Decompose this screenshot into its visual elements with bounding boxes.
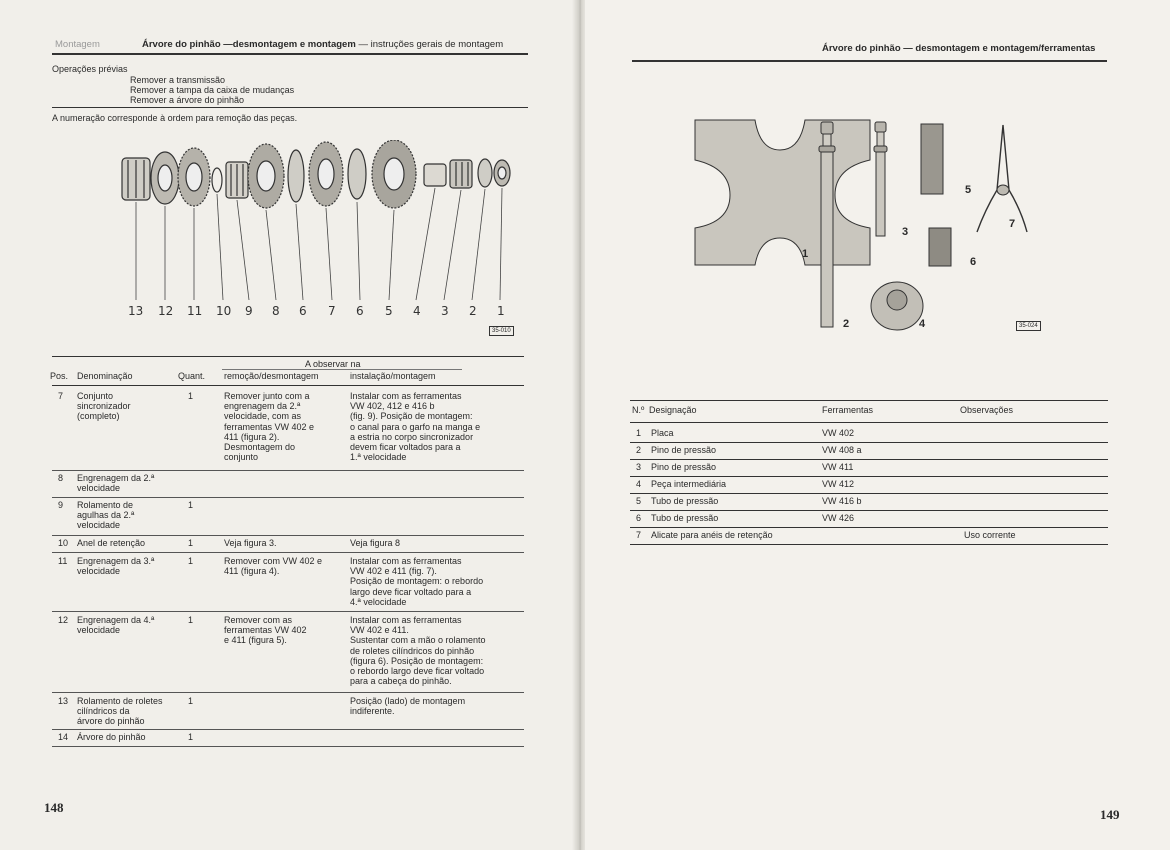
row-install-line: para a cabeça do pinhão. <box>350 676 452 687</box>
row-divider <box>52 497 524 498</box>
tool-label: 6 <box>970 256 977 268</box>
row-pos: 14 <box>58 732 69 742</box>
row-install <box>350 615 486 686</box>
row-pos: 7 <box>58 391 64 401</box>
row-divider <box>52 552 524 553</box>
row-removal <box>224 615 307 646</box>
row-name-line: Rolamento de <box>77 500 134 510</box>
tools-col-no: N.º <box>632 405 645 415</box>
tools-row-designation: Tubo de pressão <box>651 496 719 506</box>
right-header: Árvore do pinhão — desmontagem e montagem/ferramentas <box>822 43 1096 54</box>
tools-row-designation: Pino de pressão <box>651 445 717 455</box>
prev-op-item: Remover a tampa da caixa de mudanças <box>130 85 295 95</box>
row-removal <box>224 556 322 576</box>
numbering-note: A numeração corresponde à ordem para remoção das peças. <box>52 113 298 123</box>
tools-row-no: 1 <box>636 428 642 438</box>
row-pos: 9 <box>58 500 64 510</box>
row-removal-line: Remover com VW 402 e <box>224 556 323 566</box>
row-install-line: VW 402 e 411. <box>350 625 409 636</box>
row-qty: 1 <box>188 391 194 401</box>
row-install-line: 1.ª velocidade <box>350 452 407 463</box>
tools-row-tool: VW 411 <box>822 462 854 472</box>
row-name <box>77 473 154 493</box>
figure-label: 4 <box>413 304 421 318</box>
row-install-line: (figura 6). Posição de montagem: <box>350 655 484 666</box>
row-name-line: Engrenagem da 2.ª <box>77 473 155 483</box>
row-removal-line: conjunto <box>224 452 259 463</box>
row-divider <box>52 535 524 536</box>
row-install-line: a estria no corpo sincronizador <box>350 431 474 442</box>
tool-5-press-tube <box>921 124 943 194</box>
tools-row-divider <box>630 544 1108 545</box>
row-divider <box>52 729 524 730</box>
row-install-line: Instalar com as ferramentas <box>350 391 462 401</box>
figure-label: 2 <box>469 304 477 318</box>
row-install <box>350 696 465 716</box>
row-install-line: de roletes cilíndricos do pinhão <box>350 645 475 656</box>
tools-row-designation: Tubo de pressão <box>651 513 719 523</box>
tool-6-press-tube <box>929 228 951 266</box>
tool-7-pliers <box>977 125 1027 232</box>
tools-row-divider <box>630 527 1108 528</box>
figure-label: 6 <box>356 304 364 318</box>
row-name-line: cilíndricos da <box>77 706 130 717</box>
row-install <box>350 556 483 607</box>
tools-figure <box>685 110 1065 340</box>
header-rule <box>52 53 528 55</box>
figure-label: 13 <box>128 304 144 318</box>
row-removal-line: Remover com as <box>224 615 293 625</box>
row-removal-line: ferramentas VW 402 <box>224 625 307 636</box>
figure-label: 9 <box>245 304 253 318</box>
col-header-name: Denominação <box>77 371 133 381</box>
figure-label: 12 <box>158 304 174 318</box>
figure-label: 3 <box>441 304 449 318</box>
row-install-line: devem ficar voltados para a <box>350 442 461 453</box>
tools-header-rule <box>630 422 1108 423</box>
row-install-line: indiferente. <box>350 706 395 717</box>
row-name-line: Engrenagem da 3.ª <box>77 556 155 566</box>
row-install-line: o canal para o garfo na manga e <box>350 421 481 432</box>
row-install-line: 4.ª velocidade <box>350 596 407 607</box>
tool-label: 5 <box>965 184 972 196</box>
tools-row-no: 7 <box>636 530 642 540</box>
page-number-left: 148 <box>44 800 64 815</box>
row-removal-line: 411 (figura 2). <box>224 431 280 442</box>
tools-row-divider <box>630 442 1108 443</box>
tools-row-no: 2 <box>636 445 642 455</box>
left-header-light: — instruções gerais de montagem <box>358 39 504 50</box>
table-group-header: A observar na <box>305 359 361 369</box>
figure-label: 5 <box>385 304 393 318</box>
row-install-line: Sustentar com a mão o rolamento <box>350 635 486 646</box>
tools-row-tool: VW 408 a <box>822 445 862 455</box>
tools-row-designation: Placa <box>651 428 674 438</box>
tools-row-no: 5 <box>636 496 642 506</box>
tools-row-tool: VW 402 <box>822 428 855 438</box>
tools-table-top-rule <box>630 400 1108 401</box>
row-name-line: Engrenagem da 4.ª <box>77 615 155 625</box>
row-install-line: Posição de montagem: o rebordo <box>350 576 484 587</box>
col-header-removal: remoção/desmontagem <box>224 371 319 381</box>
table-header-rule <box>52 385 524 386</box>
figure-label: 11 <box>187 304 203 318</box>
part-6b-ring <box>348 149 366 199</box>
row-divider <box>52 692 524 693</box>
right-header-rule <box>632 60 1107 62</box>
row-divider <box>52 746 524 747</box>
row-pos: 13 <box>58 696 69 706</box>
row-qty: 1 <box>188 500 194 510</box>
header-grey-label: Montagem <box>55 39 100 50</box>
row-pos: 11 <box>58 556 68 566</box>
row-pos: 10 <box>58 538 69 548</box>
tools-col-tools: Ferramentas <box>822 405 874 415</box>
figure-label: 6 <box>299 304 307 318</box>
tool-1-plate <box>695 120 870 265</box>
row-divider <box>52 470 524 471</box>
figure-code: 35-010 <box>489 326 514 336</box>
tools-figure-code: 35-024 <box>1016 321 1041 331</box>
tools-row-divider <box>630 493 1108 494</box>
right-page <box>585 0 1170 850</box>
row-install-line: largo deve ficar voltado para a <box>350 586 472 597</box>
tool-3-press-pin <box>876 152 885 236</box>
row-qty: 1 <box>188 538 194 548</box>
row-removal-line: Desmontagem do <box>224 442 296 453</box>
row-divider <box>52 611 524 612</box>
row-name-line: sincronizador <box>77 401 131 412</box>
tools-row-divider <box>630 459 1108 460</box>
row-removal <box>224 391 314 462</box>
figure-label: 8 <box>272 304 280 318</box>
row-name <box>77 538 145 548</box>
table-top-rule <box>52 356 524 357</box>
tools-row-divider <box>630 476 1108 477</box>
group-header-rule <box>222 369 462 370</box>
row-install-line: VW 402 e 411 (fig. 7). <box>350 566 437 577</box>
tools-row-designation: Peça intermediária <box>651 479 727 489</box>
col-header-pos: Pos. <box>50 371 69 381</box>
row-qty: 1 <box>188 556 194 566</box>
tools-col-designation: Designação <box>649 405 697 415</box>
row-name <box>77 615 154 635</box>
row-removal <box>224 538 277 548</box>
row-name-line: agulhas da 2.ª <box>77 510 135 521</box>
row-name-line: árvore do pinhão <box>77 716 145 727</box>
tool-label: 4 <box>919 318 926 330</box>
part-2-ring <box>478 159 492 187</box>
left-header-bold: Árvore do pinhão —desmontagem e montagem <box>142 39 356 50</box>
section-rule <box>52 107 528 108</box>
row-removal-line: Remover junto com a <box>224 391 310 401</box>
row-pos: 12 <box>58 615 69 625</box>
row-install-line: Posição (lado) de montagem <box>350 696 466 706</box>
tools-row-tool: VW 426 <box>822 513 855 523</box>
row-install-line: Instalar com as ferramentas <box>350 615 462 625</box>
figure-label: 7 <box>328 304 336 318</box>
row-name <box>77 556 154 576</box>
part-10-ring <box>212 168 222 192</box>
figure-label: 1 <box>497 304 505 318</box>
row-removal-line: velocidade, com as <box>224 411 302 422</box>
row-install-line: (fig. 9). Posição de montagem: <box>350 411 473 422</box>
tools-row-no: 3 <box>636 462 642 472</box>
row-qty: 1 <box>188 696 194 706</box>
left-page <box>0 0 578 850</box>
tools-row-tool: VW 416 b <box>822 496 862 506</box>
row-name <box>77 500 134 531</box>
row-pos: 8 <box>58 473 64 483</box>
part-6-ring <box>288 150 304 202</box>
tools-row-remark: Uso corrente <box>964 530 1016 540</box>
row-name-line: Conjunto <box>77 391 114 401</box>
prev-op-item: Remover a árvore do pinhão <box>130 95 245 105</box>
col-header-qty: Quant. <box>178 371 206 381</box>
row-removal-line: engrenagem da 2.ª <box>224 401 301 412</box>
row-qty: 1 <box>188 615 194 625</box>
row-name <box>77 391 131 422</box>
tool-2-press-pin <box>821 152 833 327</box>
row-name-line: (completo) <box>77 411 120 422</box>
row-qty: 1 <box>188 732 194 742</box>
tools-row-divider <box>630 510 1108 511</box>
tools-row-tool: VW 412 <box>822 479 855 489</box>
row-install <box>350 538 400 548</box>
col-header-install: instalação/montagem <box>350 371 436 381</box>
row-name-line: velocidade <box>77 483 121 494</box>
row-name-line: velocidade <box>77 625 121 636</box>
tool-label: 1 <box>802 248 809 260</box>
row-name-line: velocidade <box>77 520 121 531</box>
row-name-line: Árvore do pinhão <box>77 732 146 742</box>
part-4-spacer <box>424 164 446 186</box>
tool-label: 3 <box>902 226 909 238</box>
tools-col-remarks: Observações <box>960 405 1014 415</box>
row-removal-line: ferramentas VW 402 e <box>224 421 315 432</box>
prev-op-item: Remover a transmissão <box>130 75 226 85</box>
row-name <box>77 732 146 742</box>
row-removal-line: e 411 (figura 5). <box>224 635 287 646</box>
row-removal-line: 411 (figura 4). <box>224 566 280 577</box>
tools-row-no: 4 <box>636 479 642 489</box>
tools-row-no: 6 <box>636 513 642 523</box>
row-install-line: Instalar com as ferramentas <box>350 556 462 566</box>
part-3-bearing <box>450 160 472 188</box>
row-install-line: VW 402, 412 e 416 b <box>350 401 435 412</box>
row-name-line: Anel de retenção <box>77 538 146 548</box>
row-install <box>350 391 480 462</box>
tool-label: 7 <box>1009 218 1016 230</box>
row-name <box>77 696 163 727</box>
tools-row-designation: Alicate para anéis de retenção <box>651 530 773 540</box>
row-removal-line: Veja figura 3. <box>224 538 277 548</box>
tools-row-designation: Pino de pressão <box>651 462 717 472</box>
row-install-line: o rebordo largo deve ficar voltado <box>350 666 485 677</box>
row-name-line: Rolamento de roletes <box>77 696 163 706</box>
tool-label: 2 <box>843 318 850 330</box>
row-name-line: velocidade <box>77 566 121 577</box>
page-number-right: 149 <box>1100 807 1120 822</box>
figure-label: 10 <box>216 304 232 318</box>
prev-ops-title: Operações prévias <box>52 64 128 74</box>
row-install-line: Veja figura 8 <box>350 538 401 548</box>
left-header <box>142 39 503 50</box>
